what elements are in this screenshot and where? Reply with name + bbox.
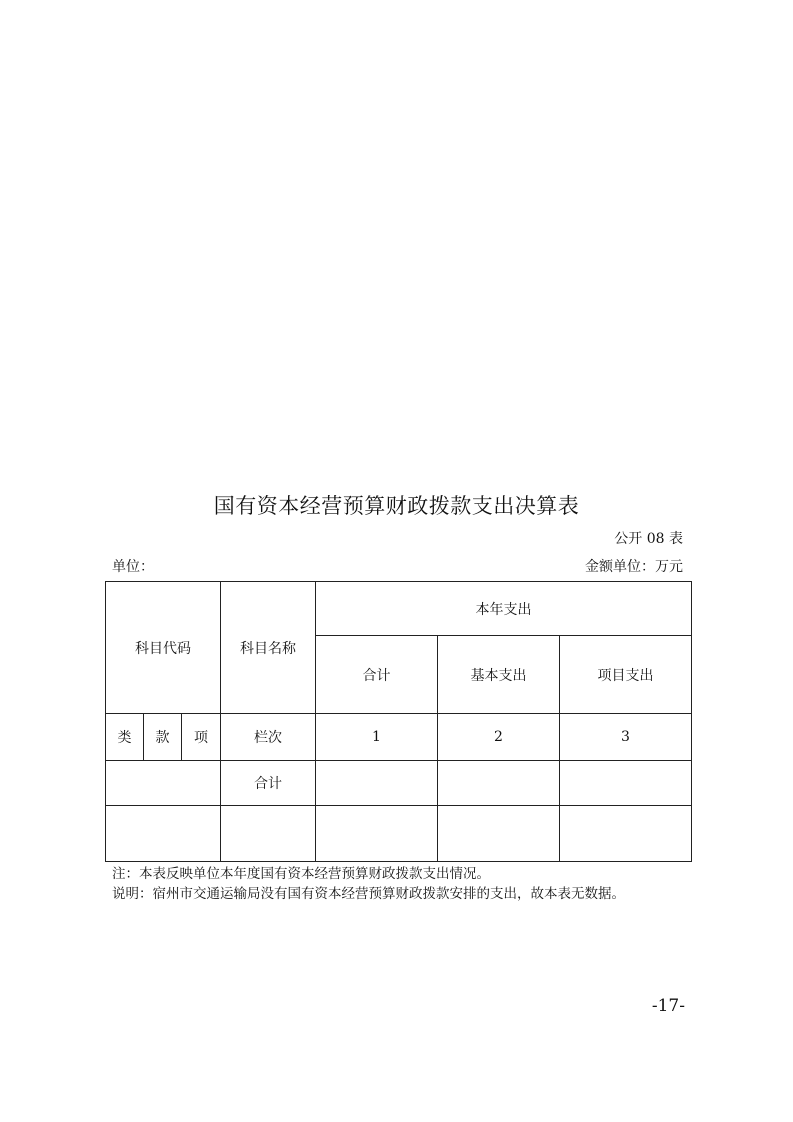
table-cell xyxy=(560,761,692,806)
column-number-3: 3 xyxy=(560,714,692,761)
header-subject-code: 科目代码 xyxy=(106,582,221,714)
table-cell xyxy=(560,806,692,862)
column-label: 栏次 xyxy=(221,714,316,761)
amount-unit-label: 金额单位：万元 xyxy=(585,559,683,575)
column-number-2: 2 xyxy=(438,714,560,761)
explanation-text: 说明：宿州市交通运输局没有国有资本经营预算财政拨款安排的支出，故本表无数据。 xyxy=(112,886,625,902)
notes xyxy=(112,864,625,904)
page-title: 国有资本经营预算财政拨款支出决算表 xyxy=(213,494,580,518)
table-header-row xyxy=(106,582,692,636)
table-cell xyxy=(438,806,560,862)
table-cell xyxy=(316,761,438,806)
code-item: 项 xyxy=(182,714,221,761)
header-project-expense: 项目支出 xyxy=(560,636,692,714)
table-cell xyxy=(438,761,560,806)
column-number-1: 1 xyxy=(316,714,438,761)
table-cell xyxy=(316,806,438,862)
form-number: 公开 08 表 xyxy=(614,531,683,547)
unit-label: 单位： xyxy=(112,559,154,575)
header-subject-name: 科目名称 xyxy=(221,582,316,714)
note-text: 注：本表反映单位本年度国有资本经营预算财政拨款支出情况。 xyxy=(112,866,490,882)
table-row xyxy=(106,761,692,806)
budget-table xyxy=(105,581,692,862)
code-section: 款 xyxy=(144,714,182,761)
table-cell xyxy=(106,806,221,862)
code-category: 类 xyxy=(106,714,144,761)
header-current-year-expense: 本年支出 xyxy=(316,582,692,636)
table-cell xyxy=(106,761,221,806)
total-row-label: 合计 xyxy=(221,761,316,806)
header-total: 合计 xyxy=(316,636,438,714)
table-cell xyxy=(221,806,316,862)
table-row xyxy=(106,806,692,862)
page-number: -17- xyxy=(651,996,685,1016)
table-row xyxy=(106,714,692,761)
header-basic-expense: 基本支出 xyxy=(438,636,560,714)
